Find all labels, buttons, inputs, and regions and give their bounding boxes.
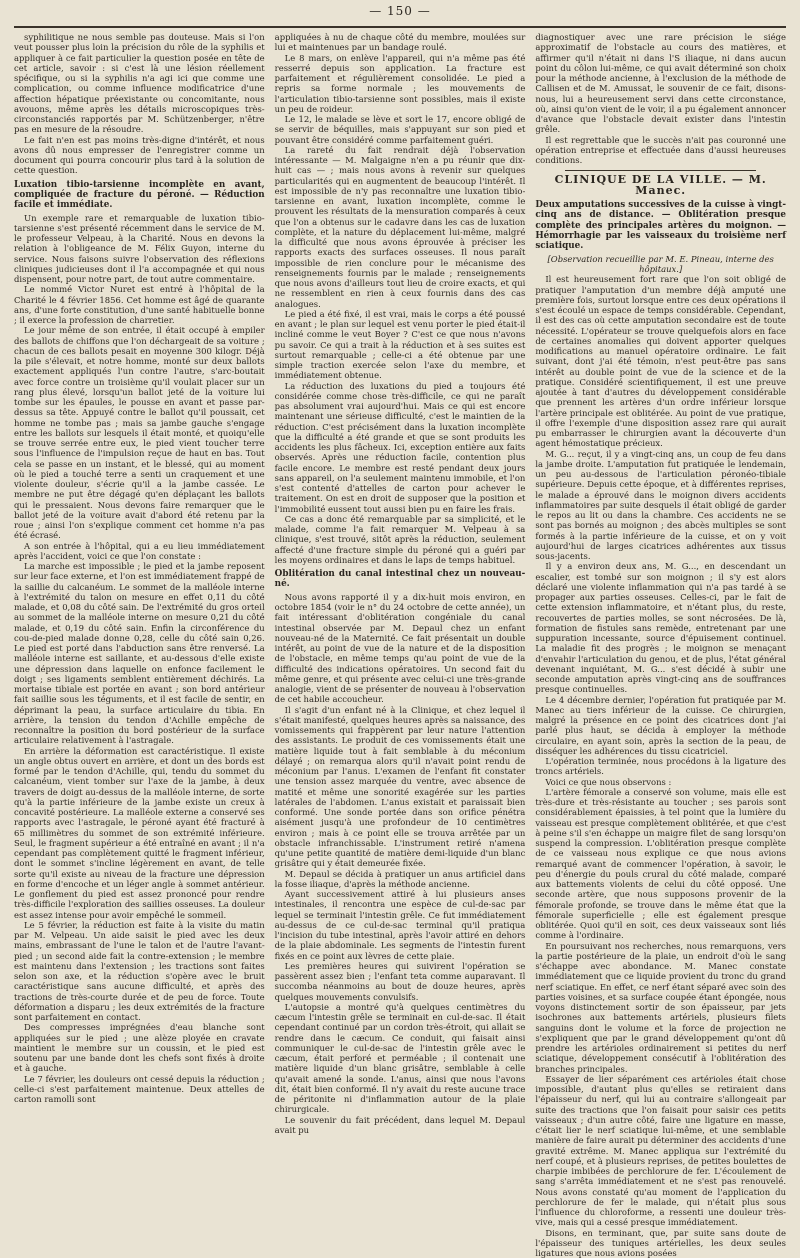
paragraph: La réduction des luxations du pied a toujours été considérée comme chose très-difficile, ce qui ne paraît pas absolument vrai aujourd'hui. Mais ce qui est encore maintenant une sérieuse difficulté, c'est le maintien de la réduction. C'est précisément dans la luxation incomplète que la difficulté a été grande et que se sont produits les accidents les plus fâcheux. Ici, exception entière aux faits observés. Après une réduction facile, contention plus facile encore. Le membre est resté pendant deux jours sans appareil, on l'a seulement maintenu immobile, et l'on s'est contenté d'attelles de carton pour achever le traitement. On est en droit de supposer que la position et l'immobilité eussent tout aussi bien pu en faire les frais. (274, 380, 526, 514)
paragraph: Il est regrettable que le succès n'ait pas couronné une opération entreprise et effectuée dans d'aussi heureuses conditions. (535, 134, 787, 165)
observation-note: [Observation recueillie par M. E. Pineau, interne des hôpitaux.] (547, 253, 774, 275)
paragraph: Le jour même de son entrée, il était occupé à empiler des ballots de chiffons que l'on déchargeait de sa voiture ; chacun de ces ballots pesait en moyenne 300 kilogr. Déjà la pile s'élevait, et notre homme, monté sur deux ballots exactement appliqués l'un contre l'autre, s'arc-boutait avec force contre un troisième qu'il voulait placer sur un rang plus élevé, lorsqu'un ballot jeté de la voiture lui tombe sur les épaules, le pousse en avant et passe par-dessus sa tête. Appuyé contre le ballot qu'il poussait, cet homme ne tombe pas ; mais sa jambe gauche s'engage entre les ballots sur lesquels il était monté, et quoiqu'elle se trouve serrée entre eux, le pied vient toucher terre sous l'influence de l'impulsion reçue de haut en bas. Tout cela se passe en un instant, et le blessé, qui au moment où le pied a touché terre a senti un craquement et une violente douleur, s'écrie qu'il a la jambe cassée. Le membre ne put être dégagé qu'en déplaçant les ballots qui le pressaient. Nous devons faire remarquer que le ballot jeté de la voiture avait d'abord été retenu par la roue ; ainsi l'on s'explique comment cet homme n'a pas été écrasé. (14, 325, 265, 541)
paragraph: Il s'agit d'un enfant né à la Clinique, et chez lequel il s'était manifesté, quelques heures après sa naissance, des vomissements qui frappèrent par leur nature l'attention des assistants. Le produit de ces vomissements était une matière liquide tout à fait semblable à du méconium délayé ; on remarqua alors qu'il n'avait point rendu de méconium par l'anus. L'examen de l'enfant fit constater une tension assez marquée du ventre, avec absence de matité et même une sonorité exagérée sur les parties latérales de l'abdomen. L'anus existait et paraissait bien conformé. Une sonde portée dans son orifice pénétra aisément jusqu'à une profondeur de 10 centimètres environ ; mais à ce point elle se trouva arrêtée par un obstacle infranchissable. L'instrument retiré n'amena qu'une petite quantité de matière demi-liquide d'un blanc grisâtre qui y était demeurée fixée. (274, 704, 526, 869)
paragraph: Le 4 décembre dernier, l'opération fut pratiquée par M. Manec au tiers inférieur de la cuisse. Ce chirurgien, malgré la présence en ce point des cicatrices dont j'ai parlé plus haut, se décida à employer la méthode circulaire, en ayant soin, après la section de la peau, de disséquer les adhérences du tissu cicatriciel. (535, 694, 787, 756)
paragraph: Ce cas a donc été remarquable par sa simplicité, et le malade, comme l'a fait remarquer M. Velpeau à sa clinique, s'est trouvé, sitôt après la réduction, seulement affecté d'une fracture simple du péroné qui a guéri par les moyens ordinaires et dans le laps de temps habituel. (274, 513, 526, 565)
page-number: — 150 — (369, 4, 431, 18)
column-middle (275, 32, 526, 1258)
paragraph: Le 8 mars, on enlève l'appareil, qui n'a même pas été resserré depuis son application. La fracture est parfaitement et régulièrement consolidée. Le pied a repris sa forme normale ; les mouvements de l'articulation tibio-tarsienne sont possibles, mais il existe un peu de roideur. (274, 52, 526, 114)
section-heading: Deux amputations successives de la cuisse à vingt-cinq ans de distance. — Oblitération presque complète des principales artères du moignon. — Hémorrhagie par les vaisseaux du troisième nerf sciatique. (535, 199, 787, 252)
paragraph: Le fait n'en est pas moins très-digne d'intérêt, et nous avons dû nous empresser de l'enregistrer comme un document qui pourra concourir plus tard à la solution de cette question. (14, 134, 265, 176)
paragraph: Le nommé Victor Nuret est entré à l'hôpital de la Charité le 4 février 1856. Cet homme est âgé de quarante ans, d'une forte constitution, d'une santé habituelle bonne ; il exerce la profession de charretier. (14, 284, 265, 326)
paragraph: A son entrée à l'hôpital, qui a eu lieu immédiatement après l'accident, voici ce que l'on constate : (14, 540, 265, 561)
paragraph: L'autopsie a montré qu'à quelques centimètres du cæcum l'intestin grêle se terminait en cul-de-sac. Il était cependant continué par un cordon très-étroit, qui allait se rendre dans le cæcum. Ce conduit, qui faisait ainsi communiquer le cul-de-sac de l'intestin grêle avec le cæcum, était perforé et perméable ; il contenait une matière liquide d'un blanc grisâtre, semblable à celle qu'avait amené la sonde. L'anus, ainsi que nous l'avons dit, était bien conformé. Il n'y avait du reste aucune trace de péritonite ni d'inflammation autour de la plaie chirurgicale. (274, 1001, 526, 1115)
paragraph: Il est heureusement fort rare que l'on soit obligé de pratiquer l'amputation d'un membre déjà amputé une première fois, surtout lorsque entre ces deux opérations il s'est écoulé un espace de temps considérable. Cependant, il est des cas où cette amputation secondaire est de toute nécessité. L'opérateur se trouve quelquefois alors en face de certaines anomalies qui doivent apporter quelques modifications au manuel opératoire ordinaire. Le fait suivant, dont j'ai été témoin, n'est peut-être pas sans intérêt au double point de vue de la science et de la pratique. Considéré scientifiquement, il est une preuve ajoutée à tant d'autres du développement considérable que prennent les artères d'un ordre inférieur lorsque l'artère principale est oblitérée. Au point de vue pratique, il offre l'exemple d'une disposition assez rare qui aurait pu embarrasser le chirurgien avant la découverte d'un agent hémostatique précieux. (535, 274, 787, 449)
paragraph: Le pied a été fixé, il est vrai, mais le corps a été poussé en avant ; le plan sur lequel est venu porter le pied était-il incliné comme le veut Boyer ? C'est ce que nous n'avons pu savoir. Ce qui a trait à la réduction et à ses suites est surtout remarquable ; celle-ci a été obtenue par une simple traction exercée selon l'axe du membre, et immédiatement obtenue. (274, 308, 526, 381)
paragraph: Disons, en terminant, que, par suite sans doute de l'épaisseur des tuniques artérielles, les deux seules ligatures que nous avions posées (535, 1227, 787, 1258)
paragraph: L'artère fémorale a conservé son volume, mais elle est très-dure et très-résistante au toucher ; ses parois sont considérablement épaissies, à tel point que la lumière du vaisseau est presque complètement oblitérée, et que c'est à peine s'il s'en échappe un maigre filet de sang lorsqu'on suspend la compression. L'oblitération presque complète de ce vaisseau nous explique ce que nous avions remarqué avant de commencer l'opération, à savoir, le peu d'énergie du pouls crural du côté malade, comparé aux battements violents de celui du côté opposé. Une seconde artère, que nous supposons provenir de la fémorale profonde, se trouve dans le même état que la fémorale superficielle ; elle est également presque oblitérée. Quoi qu'il en soit, ces deux vaisseaux sont liés comme à l'ordinaire. (535, 786, 787, 941)
paragraph: syphilitique ne nous semble pas douteuse. Mais si l'on veut pousser plus loin la précision du rôle de la syphilis et appliquer à ce fait particulier la question posée en tête de cet article, savoir : si c'est là une lésion réellement spécifique, ou si la syphilis n'a agi ici que comme une complication, ou comme influence modificatrice d'une affection hépatique préexistante ou concomitante, nous avouons, même après les détails microscopiques très-circonstanciés rapportés par M. Schützenberger, n'être pas en mesure de la résoudre. (14, 32, 265, 135)
paragraph: Voici ce que nous observons : (545, 776, 672, 787)
paragraph: Il y a environ deux ans, M. G..., en descendant un escalier, est tombé sur son moignon ; il s'y est alors déclaré une violente inflammation qui n'a pas tardé à se propager aux parties osseuses. Celles-ci, par le fait de cette extension inflammatoire, et n'étant plus, du reste, recouvertes de parties molles, se sont nécrosées. De là, formation de fistules sans remède, entretenant par une suppuration incessante, source d'épuisement continuel. La maladie fit des progrès ; le moignon se menaçant d'envahir l'articulation du genou, et de plus, l'état général devenant inquiétant, M. G... s'est décidé à subir une seconde amputation après vingt-cinq ans de souffrances presque continuelles. (535, 561, 787, 695)
paragraph: La rareté du fait rendrait déjà l'observation intéressante — M. Malgaigne n'en a pu réunir que dix-huit cas — ; mais nous avons à revenir sur quelques particularités qui en augmentent de beaucoup l'intérêt. Il est impossible de n'y pas reconnaître une luxation tibio-tarsienne en avant, luxation incomplète, comme le prouvent les résultats de la mensuration comparés à ceux que l'on a obtenus sur le cadavre dans les cas de luxation complète, et la nature du déplacement lui-même, malgré la difficulté que nous avons éprouvée à préciser les rapports exacts des surfaces osseuses. Il nous paraît impossible de rien conclure pour le mécanisme des renseignements fournis par le malade ; renseignements que nous avons d'ailleurs tout lieu de croire exacts, et qui ne ressemblent en rien à ceux fournis dans des cas analogues. (274, 144, 526, 309)
header-rule (14, 26, 786, 28)
paragraph: Essayer de lier séparément ces artérioles était chose impossible, d'autant plus qu'elles se retiraient dans l'épaisseur du nerf, qui lui au contraire s'allongeait par suite des tractions que l'on faisait pour saisir ces petits vaisseaux ; d'un autre côté, faire une ligature en masse, c'était lier le nerf sciatique lui-même, et une semblable manière de faire aurait pu déterminer des accidents d'une gravité extrême. M. Manec appliqua sur l'extrémité du nerf coupé, et à plusieurs reprises, de petites boulettes de charpie imbibées de perchlorure de fer. L'écoulement de sang s'arrêta immédiatement et ne s'est pas renouvelé. Nous avons constaté qu'au moment de l'application du perchlorure de fer le malade, qui n'était plus sous l'influence du chloroforme, a ressenti une douleur très-vive, mais qui a cessé presque immédiatement. (535, 1073, 787, 1228)
paragraph: Le 7 février, les douleurs ont cessé depuis la réduction ; celle-ci s'est parfaitement maintenue. Deux attelles de carton ramolli sont (14, 1073, 265, 1105)
paragraph: L'opération terminée, nous procédons à la ligature des troncs artériels. (535, 756, 787, 777)
paragraph: La marche est impossible ; le pied et la jambe reposent sur leur face externe, et l'on est immédiatement frappé de la saillie du calcanéum. Le sommet de la malléole interne à l'extrémité du talon on mesure en effet 0,11 du côté malade, et 0,08 du côté sain. De l'extrémité du gros orteil au sommet de la malléole interne on mesure 0,21 du côté malade, et 0,19 du côté sain. Enfin la circonférence du cou-de-pied malade donne 0,28, celle du côté sain 0,26. Le pied est porté dans l'abduction sans être renversé. La malléole interne est saillante, et au-dessous d'elle existe une dépression dans laquelle on enfonce facilement le doigt ; ses ligaments semblent entièrement déchirés. La mortaise tibiale est portée en avant ; son bord antérieur fait saillie sous les téguments, et il est facile de sentir, en déprimant la peau, la surface articulaire du tibia. En arrière, la tension du tendon d'Achille empêche de reconnaître la position du bord postérieur de la surface articulaire relativement à l'astragale. (14, 561, 265, 746)
text-columns (14, 32, 786, 1258)
section-separator (565, 170, 756, 171)
column-left (14, 32, 265, 1258)
paragraph: En poursuivant nos recherches, nous remarquons, vers la partie postérieure de la plaie, un endroit d'où le sang s'échappe avec abondance. M. Manec constate immédiatement que ce liquide provient du tronc du grand nerf sciatique. En effet, ce nerf étant séparé avec soin des parties voisines, et sa surface coupée étant épongée, nous voyons distinctement sortir de son épaisseur, par jets isochrones aux battements artériels, plusieurs filets sanguins dont le volume et la force de projection ne s'expliquent que par le grand développement qu'ont dû prendre les artérioles ordinairement si petites du nerf sciatique, développement consécutif à l'oblitération des branches principales. (535, 940, 787, 1074)
paragraph: Le 12, le malade se lève et sort le 17, encore obligé de se servir de béquilles, mais s'appuyant sur son pied et pouvant être considéré comme parfaitement guéri. (274, 114, 526, 145)
paragraph: Ayant successivement attiré à lui plusieurs anses intestinales, il rencontra une espèce de cul-de-sac par lequel se terminait l'intestin grêle. Ce fut immédiatement au-dessus de ce cul-de-sac terminal qu'il pratiqua l'incision du tube intestinal, après l'avoir attiré en dehors de la plaie abdominale. Les segments de l'intestin furent fixés en ce point aux lèvres de cette plaie. (274, 889, 526, 961)
section-heading: Luxation tibio-tarsienne incomplète en avant, compliquée de fracture du péroné. — Réduction facile et immédiate. (14, 179, 265, 211)
paragraph: Les premières heures qui suivirent l'opération se passèrent assez bien ; l'enfant teta comme auparavant. Il succomba néanmoins au bout de douze heures, après quelques mouvements convulsifs. (274, 960, 526, 1002)
paragraph: En arrière la déformation est caractéristique. Il existe un angle obtus ouvert en arrière, et dont un des bords est formé par le tendon d'Achille, qui, tendu du sommet du calcanéum, vient tomber sur l'axe de la jambe, à deux travers de doigt au-dessus de la malléole interne, de sorte qu'à la partie inférieure de la jambe existe un creux à concavité postérieure. La malléole externe a conservé ses rapports avec l'astragale, le péroné ayant été fracturé à 65 millimètres du sommet de son extrémité inférieure. Seul, le fragment supérieur a été entraîné en avant ; il n'a cependant pas complètement quitté le fragment inférieur, dont le sommet s'incline légèrement en avant, de telle sorte qu'il existe au niveau de la fracture une dépression en forme d'encoche et un léger angle à sommet antérieur. Le gonflement du pied est assez prononcé pour rendre très-difficile l'exploration des saillies osseuses. La douleur est assez intense pour avoir empêché le sommeil. (14, 745, 265, 920)
paragraph: appliquées à nu de chaque côté du membre, moulées sur lui et maintenues par un bandage roulé. (274, 32, 526, 53)
section-title: CLINIQUE DE LA VILLE. — M. Manec. (554, 173, 767, 197)
paragraph: Des compresses imprégnées d'eau blanche sont appliquées sur le pied ; une alèze ployée en cravate maintient le membre sur un coussin, et le pied est soutenu par une bande dont les chefs sont fixés à droite et à gauche. (14, 1022, 265, 1074)
paragraph: Nous avons rapporté il y a dix-huit mois environ, en octobre 1854 (voir le n° du 24 octobre de cette année), un fait intéressant d'oblitération congéniale du canal intestinal observée par M. Depaul chez un enfant nouveau-né de la Maternité. Ce fait présentait un double intérêt, au point de vue de la nature et de la disposition de l'obstacle, en même temps qu'au point de vue de la difficulté des indications opératoires. Un second fait du même genre, et qui présente avec celui-ci une très-grande analogie, vient de se présenter de nouveau à l'observation de cet habile accoucheur. (274, 591, 526, 705)
paragraph: M. Depaul se décida à pratiquer un anus artificiel dans la fosse iliaque, d'après la méthode ancienne. (274, 868, 526, 889)
paragraph: Un exemple rare et remarquable de luxation tibio-tarsienne s'est présenté récemment dans le service de M. le professeur Velpeau, à la Charité. Nous en devons la relation à l'obligeance de M. Félix Guyon, interne du service. Nous faisons suivre l'observation des réflexions cliniques judicieuses dont il l'a accompagnée et qui nous dispensent, pour notre part, de tout autre commentaire. (14, 212, 265, 285)
paragraph: Le souvenir du fait précédent, dans lequel M. Depaul avait pu (274, 1114, 526, 1135)
section-heading: Oblitération du canal intestinal chez un nouveau-né. (274, 569, 526, 590)
column-right (535, 32, 786, 1258)
paragraph: Le 5 février, la réduction est faite à la visite du matin par M. Velpeau. Un aide saisit le pied avec les deux mains, embrassant de l'une le talon et de l'autre l'avant-pied ; un second aide fait la contre-extension ; le membre est maintenu dans l'extension ; les tractions sont faites selon son axe, et la réduction s'opère avec le bruit caractéristique sans aucune difficulté, et après des tractions de très-courte durée et de peu de force. Toute déformation a disparu ; les deux extrémités de la fracture sont parfaitement en contact. (14, 919, 265, 1023)
paragraph: M. G... reçut, il y a vingt-cinq ans, un coup de feu dans la jambe droite. L'amputation fut pratiquée le lendemain, un peu au-dessous de l'articulation péronéo-tibiale supérieure. Depuis cette époque, et à différentes reprises, le malade a éprouvé dans le moignon divers accidents inflammatoires par suite desquels il était obligé de garder le repos au lit ou dans la chambre. Ces accidents ne se sont pas bornés au moignon ; des abcès multiples se sont formés à la partie inférieure de la cuisse, et on y voit aujourd'hui de larges cicatrices adhérentes aux tissus sous-jacents. (535, 448, 787, 562)
paragraph: diagnostiquer avec une rare précision le siége approximatif de l'obstacle au cours des matières, et affirmer qu'il n'était ni dans l'S iliaque, ni dans aucun point du côlon lui-même, ce qui avait déterminé son choix pour la méthode ancienne, à l'exclusion de la méthode de Callisen et de M. Amussat, le souvenir de ce fait, disons-nous, lui a heureusement servi dans cette circonstance, où, ainsi qu'on vient de le voir, il a pu également annoncer d'avance que l'obstacle devait exister dans l'intestin grêle. (535, 32, 787, 135)
